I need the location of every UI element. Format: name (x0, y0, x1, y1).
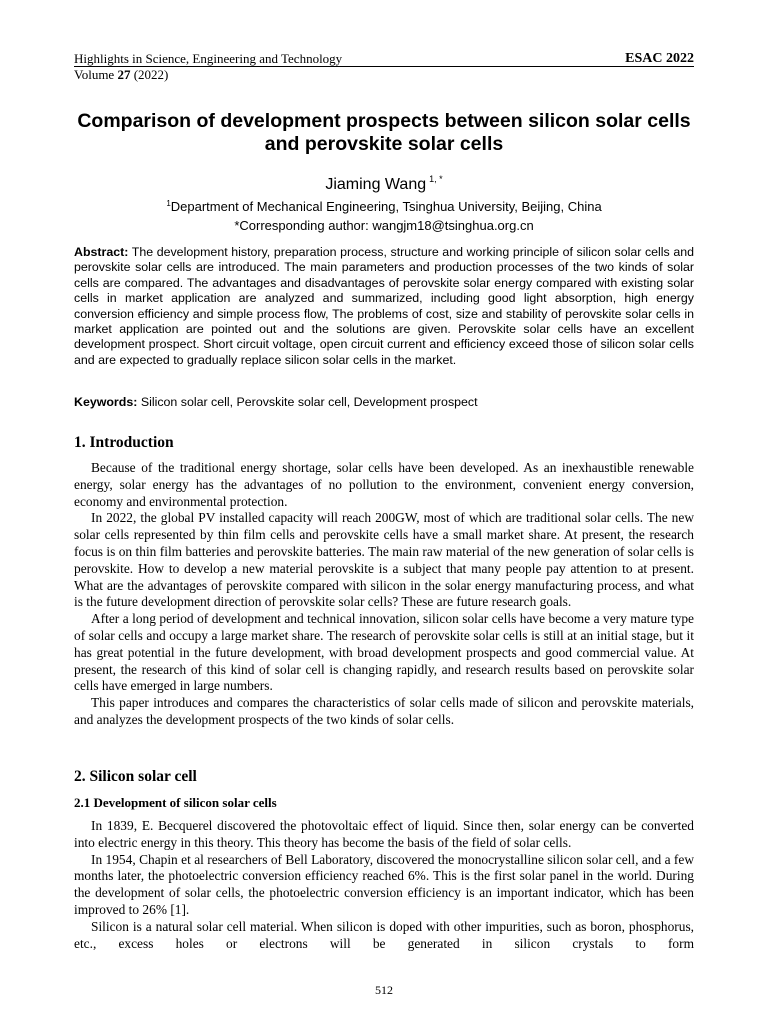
paragraph: After a long period of development and technical innovation, silicon solar cells have become a very mature type of solar cells and occupy a large market share. The research of perovskite solar cells is still at an initial stage, but it has great potential in the future development, with broad development prospects and good commercial value. At present, the research of this kind of solar cell is changing rapidly, and research results based on perovskite solar cells have emerged in large numbers. (74, 611, 694, 694)
author-name: Jiaming Wang (325, 176, 427, 193)
section-heading-silicon: 2. Silicon solar cell (74, 768, 197, 785)
paragraph: In 1839, E. Becquerel discovered the photovoltaic effect of liquid. Since then, solar energy can be converted into electric energy in this theory. This theory has become the basis of the field of solar cells. (74, 818, 694, 850)
running-header (74, 51, 694, 66)
conference-name: ESAC 2022 (625, 51, 694, 66)
corresponding-author: *Corresponding author: wangjm18@tsinghua.org.cn (234, 218, 534, 233)
paragraph: Silicon is a natural solar cell material. When silicon is doped with other impurities, such as boron, phosphorus, etc., excess holes or electrons will be generated in silicon crystals to form (74, 918, 694, 951)
keywords-label: Keywords: (74, 395, 138, 409)
volume-line (74, 67, 694, 82)
keywords-text: Silicon solar cell, Perovskite solar cell, Development prospect (140, 395, 478, 409)
volume-label: Volume (74, 67, 115, 82)
affiliation-text: Department of Mechanical Engineering, Tsinghua University, Beijing, China (170, 199, 602, 214)
silicon-body (74, 818, 694, 952)
affiliation-mark: 1 (166, 199, 171, 208)
author-line (74, 169, 694, 195)
author-marks: 1, * (429, 174, 443, 184)
introduction-body (74, 460, 694, 729)
section-heading-introduction: 1. Introduction (74, 434, 174, 451)
journal-name: Highlights in Science, Engineering and Technology (74, 51, 343, 66)
keywords (74, 394, 694, 410)
paper-title: Comparison of development prospects between silicon solar cells and perovskite solar cells (77, 110, 691, 155)
paragraph: In 2022, the global PV installed capacity will reach 200GW, most of which are traditional solar cells. The new solar cells represented by thin film cells and perovskite cells have a small market share. At present, the research focus is on thin film batteries and perovskite batteries. The main raw material of the new generation of solar cells is perovskite. How to develop a new material perovskite is a subject that many people pay attention to at present. What are the advantages of perovskite compared with silicon in the solar energy manufacturing process, and what is the future development direction of perovskite solar cells? These are future research goals. (74, 510, 694, 610)
subsection-heading: 2.1 Development of silicon solar cells (74, 795, 277, 810)
volume-year: (2022) (133, 67, 169, 82)
paragraph: Because of the traditional energy shortage, solar cells have been developed. As an inexhaustible renewable energy, solar energy has the advantages of no pollution to the environment, convenient energy conversion, economy and environmental protection. (74, 460, 694, 509)
abstract-label: Abstract: (74, 245, 129, 259)
abstract-text: The development history, preparation process, structure and working principle of silicon solar cells and perovskite solar cells are introduced. The main parameters and production processes of the two kinds of solar cells are compared. The advantages and disadvantages of perovskite solar energy compared with existing solar cells in market application are analyzed and summarized, including good light absorption, high energy conversion efficiency and simple process flow, The problems of cost, size and stability of perovskite solar cells in market application are pointed out and the solutions are given. Perovskite solar cells have an excellent development prospect. Short circuit voltage, open circuit current and efficiency exceed those of silicon solar cells and are expected to gradually replace silicon solar cells in the market. (74, 245, 695, 367)
paragraph: This paper introduces and compares the characteristics of solar cells made of silicon and perovskite materials, and analyzes the development prospects of the two kinds of solar cells. (74, 695, 694, 727)
affiliation (74, 196, 694, 215)
page-number: 512 (375, 983, 393, 997)
paragraph: In 1954, Chapin et al researchers of Bell Laboratory, discovered the monocrystalline silicon solar cell, and a few months later, the photoelectric conversion efficiency reached 6%. This is the first solar panel in the world. During the development of solar cells, the photoelectric conversion efficiency is an important indicator, which has been improved to 26% [1]. (74, 851, 694, 917)
volume-number: 27 (117, 67, 131, 82)
abstract (74, 245, 694, 368)
